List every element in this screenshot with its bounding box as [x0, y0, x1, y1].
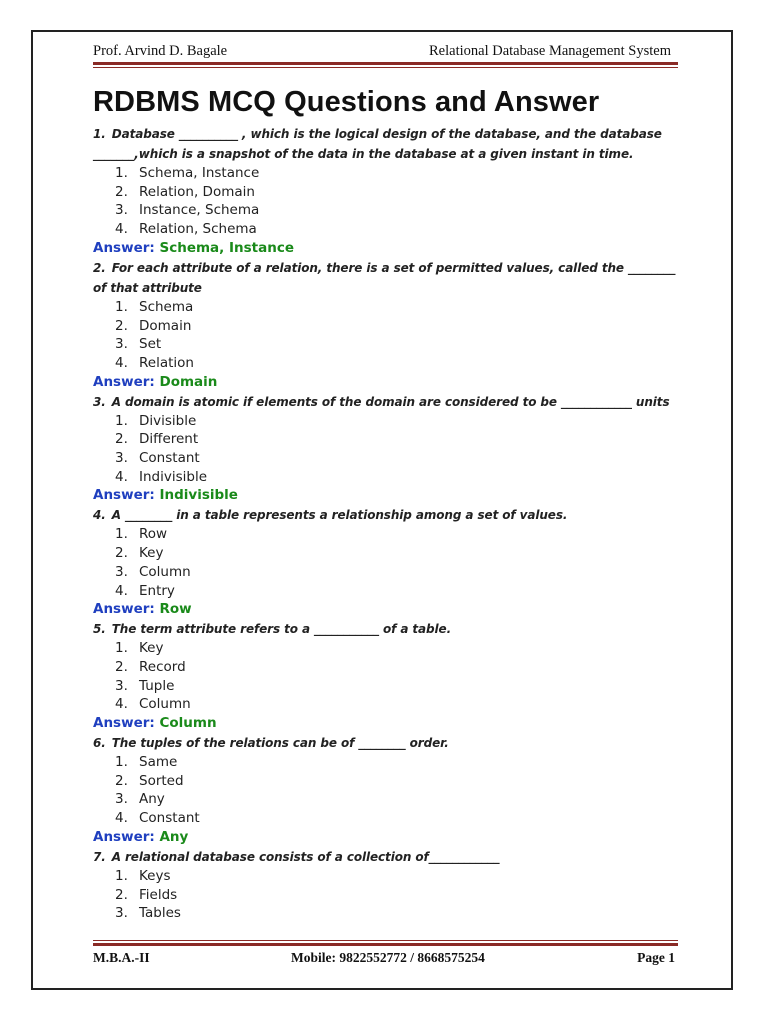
answer-line: Answer: Schema, Instance — [93, 239, 294, 256]
page-title: RDBMS MCQ Questions and Answer — [93, 86, 600, 118]
question-block — [93, 392, 678, 506]
answer-line: Answer: Column — [93, 715, 217, 732]
question-text: 6. The tuples of the relations can be of ________ order. — [93, 736, 449, 751]
question-text: 4. A ________ in a table represents a relationship among a set of values. — [93, 508, 568, 523]
question-block — [93, 733, 678, 847]
question-block — [93, 619, 678, 733]
option-item: 3. Column — [115, 563, 191, 580]
option-item: 1. Schema — [115, 298, 194, 315]
header-author: Prof. Arvind D. Bagale — [93, 43, 228, 59]
question-text: 5. The term attribute refers to a ___________ of a table. — [93, 622, 452, 637]
option-item: 2. Different — [115, 431, 199, 448]
option-item: 3. Tables — [115, 905, 181, 922]
option-item: 3. Constant — [115, 450, 200, 467]
answer-line: Answer: Indivisible — [93, 487, 238, 504]
option-item: 1. Schema, Instance — [115, 165, 260, 181]
option-list — [93, 412, 678, 487]
option-item: 2. Fields — [115, 886, 178, 903]
option-item: 3. Tuple — [115, 677, 175, 694]
page-header — [93, 41, 677, 63]
option-item: 4. Entry — [115, 582, 175, 599]
question-block — [93, 124, 678, 258]
option-list — [93, 525, 678, 600]
header-subject: Relational Database Management System — [429, 43, 671, 59]
header-rule — [93, 62, 678, 65]
option-item: 2. Domain — [115, 317, 192, 334]
option-list — [93, 753, 678, 828]
option-list — [93, 164, 678, 239]
question-text: 3. A domain is atomic if elements of the domain are considered to be ____________ units — [93, 394, 670, 409]
option-item: 3. Any — [115, 791, 165, 808]
answer-line: Answer: Any — [93, 828, 189, 845]
option-item: 2. Record — [115, 658, 186, 675]
option-item: 4. Relation, Schema — [115, 221, 257, 238]
option-item: 1. Key — [115, 640, 164, 657]
option-list — [93, 298, 678, 373]
option-item: 1. Keys — [115, 867, 171, 884]
question-text: 7. A relational database consists of a collection of____________ — [93, 849, 500, 864]
option-item: 4. Constant — [115, 810, 200, 827]
page-footer — [93, 948, 678, 968]
footer-rule-thin — [93, 940, 678, 941]
question-block — [93, 847, 678, 923]
footer-rule — [93, 943, 678, 946]
footer-mobile: Mobile: 9822552772 / 8668575254 — [291, 950, 485, 965]
option-item: 2. Relation, Domain — [115, 183, 255, 200]
option-item: 1. Same — [115, 754, 178, 771]
answer-line: Answer: Domain — [93, 373, 218, 390]
option-list — [93, 867, 678, 923]
option-list — [93, 639, 678, 714]
question-block — [93, 258, 678, 392]
answer-line: Answer: Row — [93, 601, 192, 618]
option-item: 4. Indivisible — [115, 468, 208, 485]
question-list — [93, 124, 678, 923]
footer-page-number: Page 1 — [637, 950, 675, 965]
option-item: 1. Row — [115, 526, 168, 543]
header-rule-thin — [93, 67, 678, 68]
question-block — [93, 505, 678, 619]
option-item: 4. Column — [115, 696, 191, 713]
question-text: 2. For each attribute of a relation, there is a set of permitted values, called the ________ of that attribute — [93, 260, 676, 295]
option-item: 3. Set — [115, 336, 162, 353]
footer-course: M.B.A.-II — [93, 950, 150, 965]
option-item: 3. Instance, Schema — [115, 202, 260, 219]
option-item: 2. Sorted — [115, 772, 184, 789]
question-text: 1. Database __________ , which is the logical design of the database, and the database _______,which is a snapshot of the data in the database at a given instant in time. — [93, 127, 662, 161]
option-item: 2. Key — [115, 545, 164, 562]
option-item: 4. Relation — [115, 354, 194, 371]
option-item: 1. Divisible — [115, 412, 197, 429]
